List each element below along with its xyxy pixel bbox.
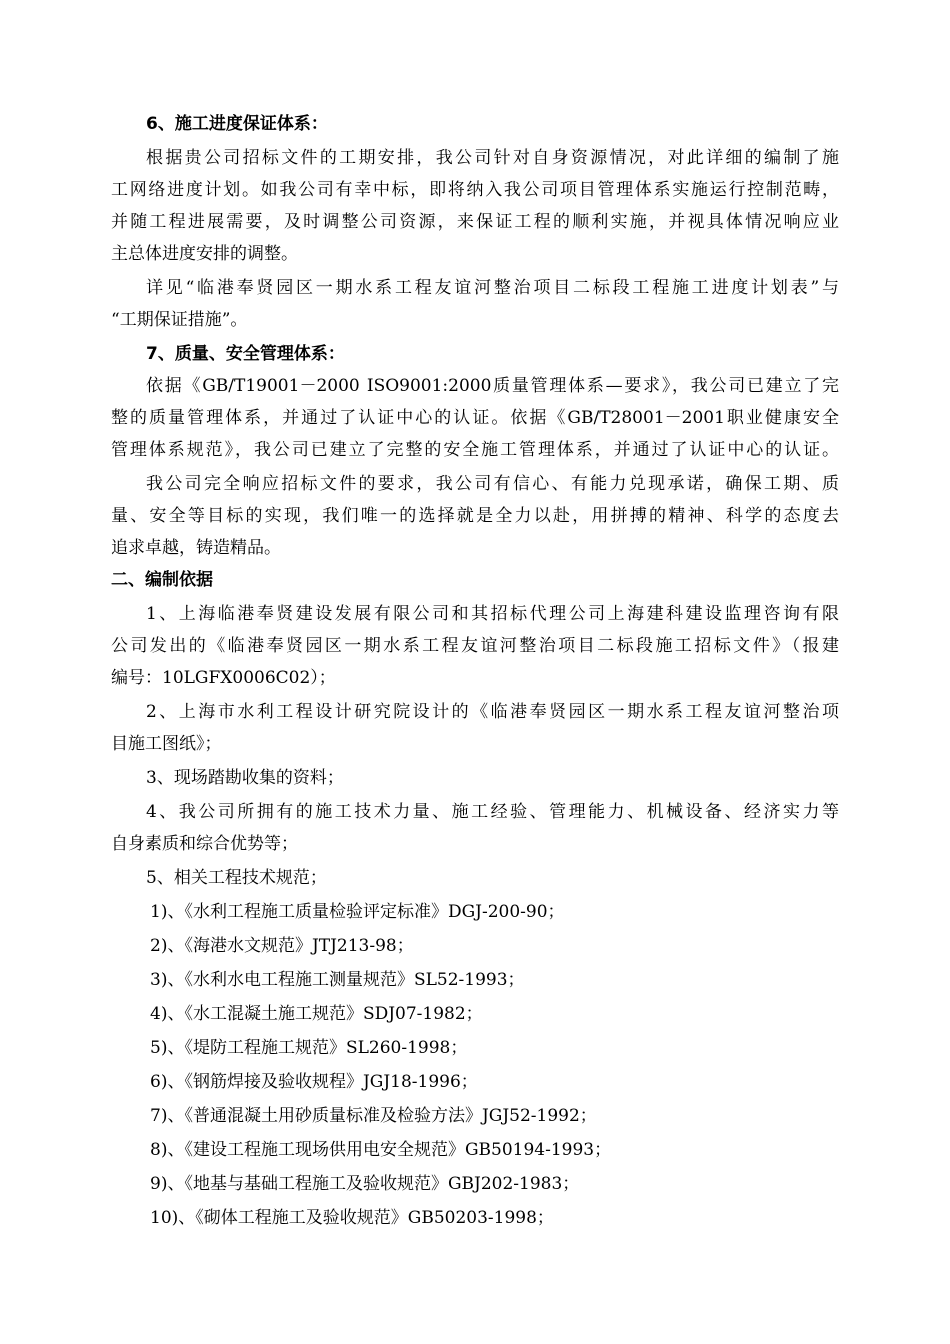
paragraph-line: 我公司完全响应招标文件的要求，我公司有信心、有能力兑现承诺，确保工期、质 bbox=[146, 474, 839, 494]
paragraph-line: 编号：10LGFX0006C02）； bbox=[111, 668, 336, 688]
paragraph-line: 量、安全等目标的实现，我们唯一的选择就是全力以赴，用拼搏的精神、科学的态度去 bbox=[111, 506, 839, 526]
paragraph-line: 自身素质和综合优势等； bbox=[111, 834, 298, 854]
section-6-heading: 6、施工进度保证体系： bbox=[146, 114, 328, 134]
section-2-heading: 二、编制依据 bbox=[111, 570, 213, 590]
standard-item: 5)、《堤防工程施工规范》SL260-1998； bbox=[150, 1038, 468, 1058]
standard-item: 2)、《海港水文规范》JTJ213-98； bbox=[150, 936, 414, 956]
section-7-heading: 7、质量、安全管理体系： bbox=[146, 344, 345, 364]
paragraph-line: 1、上海临港奉贤建设发展有限公司和其招标代理公司上海建科建设监理咨询有限 bbox=[146, 604, 839, 624]
standard-item: 3)、《水利水电工程施工测量规范》SL52-1993； bbox=[150, 970, 525, 990]
paragraph-line: 4、我公司所拥有的施工技术力量、施工经验、管理能力、机械设备、经济实力等 bbox=[146, 802, 839, 822]
paragraph-line: 公司发出的《临港奉贤园区一期水系工程友谊河整治项目二标段施工招标文件》（报建 bbox=[111, 636, 839, 656]
paragraph-line: 追求卓越，铸造精品。 bbox=[111, 538, 281, 558]
paragraph-line: 工网络进度计划。如我公司有幸中标，即将纳入我公司项目管理体系实施运行控制范畴， bbox=[111, 180, 839, 200]
paragraph-line: “工期保证措施”。 bbox=[111, 310, 248, 330]
paragraph-line: 5、相关工程技术规范； bbox=[146, 868, 327, 888]
paragraph-line: 根据贵公司招标文件的工期安排，我公司针对自身资源情况，对此详细的编制了施 bbox=[146, 148, 839, 168]
paragraph-line: 目施工图纸》； bbox=[111, 734, 222, 754]
paragraph-line: 并随工程进展需要，及时调整公司资源，来保证工程的顺利实施，并视具体情况响应业 bbox=[111, 212, 839, 232]
standard-item: 9)、《地基与基础工程施工及验收规范》GBJ202-1983； bbox=[150, 1174, 580, 1194]
paragraph-line: 主总体进度安排的调整。 bbox=[111, 244, 298, 264]
paragraph-line: 依据《GB/T19001－2000 ISO9001:2000质量管理体系—要求》，我公司已建立了完 bbox=[146, 376, 839, 396]
standard-item: 1)、《水利工程施工质量检验评定标准》DGJ-200-90； bbox=[150, 902, 565, 922]
paragraph-line: 2、上海市水利工程设计研究院设计的《临港奉贤园区一期水系工程友谊河整治项 bbox=[146, 702, 839, 722]
paragraph-line: 详见“临港奉贤园区一期水系工程友谊河整治项目二标段工程施工进度计划表”与 bbox=[146, 278, 839, 298]
paragraph-line: 管理体系规范》，我公司已建立了完整的安全施工管理体系，并通过了认证中心的认证。 bbox=[111, 440, 839, 460]
paragraph-line: 整的质量管理体系，并通过了认证中心的认证。依据《GB/T28001－2001职业健康安全 bbox=[111, 408, 839, 428]
standard-item: 8)、《建设工程施工现场供用电安全规范》GB50194-1993； bbox=[150, 1140, 612, 1160]
standard-item: 4)、《水工混凝土施工规范》SDJ07-1982； bbox=[150, 1004, 483, 1024]
paragraph-line: 3、现场踏勘收集的资料； bbox=[146, 768, 344, 788]
standard-item: 6)、《钢筋焊接及验收规程》JGJ18-1996； bbox=[150, 1072, 478, 1092]
standard-item: 7)、《普通混凝土用砂质量标准及检验方法》JGJ52-1992； bbox=[150, 1106, 597, 1126]
standard-item: 10)、《砌体工程施工及验收规范》GB50203-1998； bbox=[150, 1208, 554, 1228]
